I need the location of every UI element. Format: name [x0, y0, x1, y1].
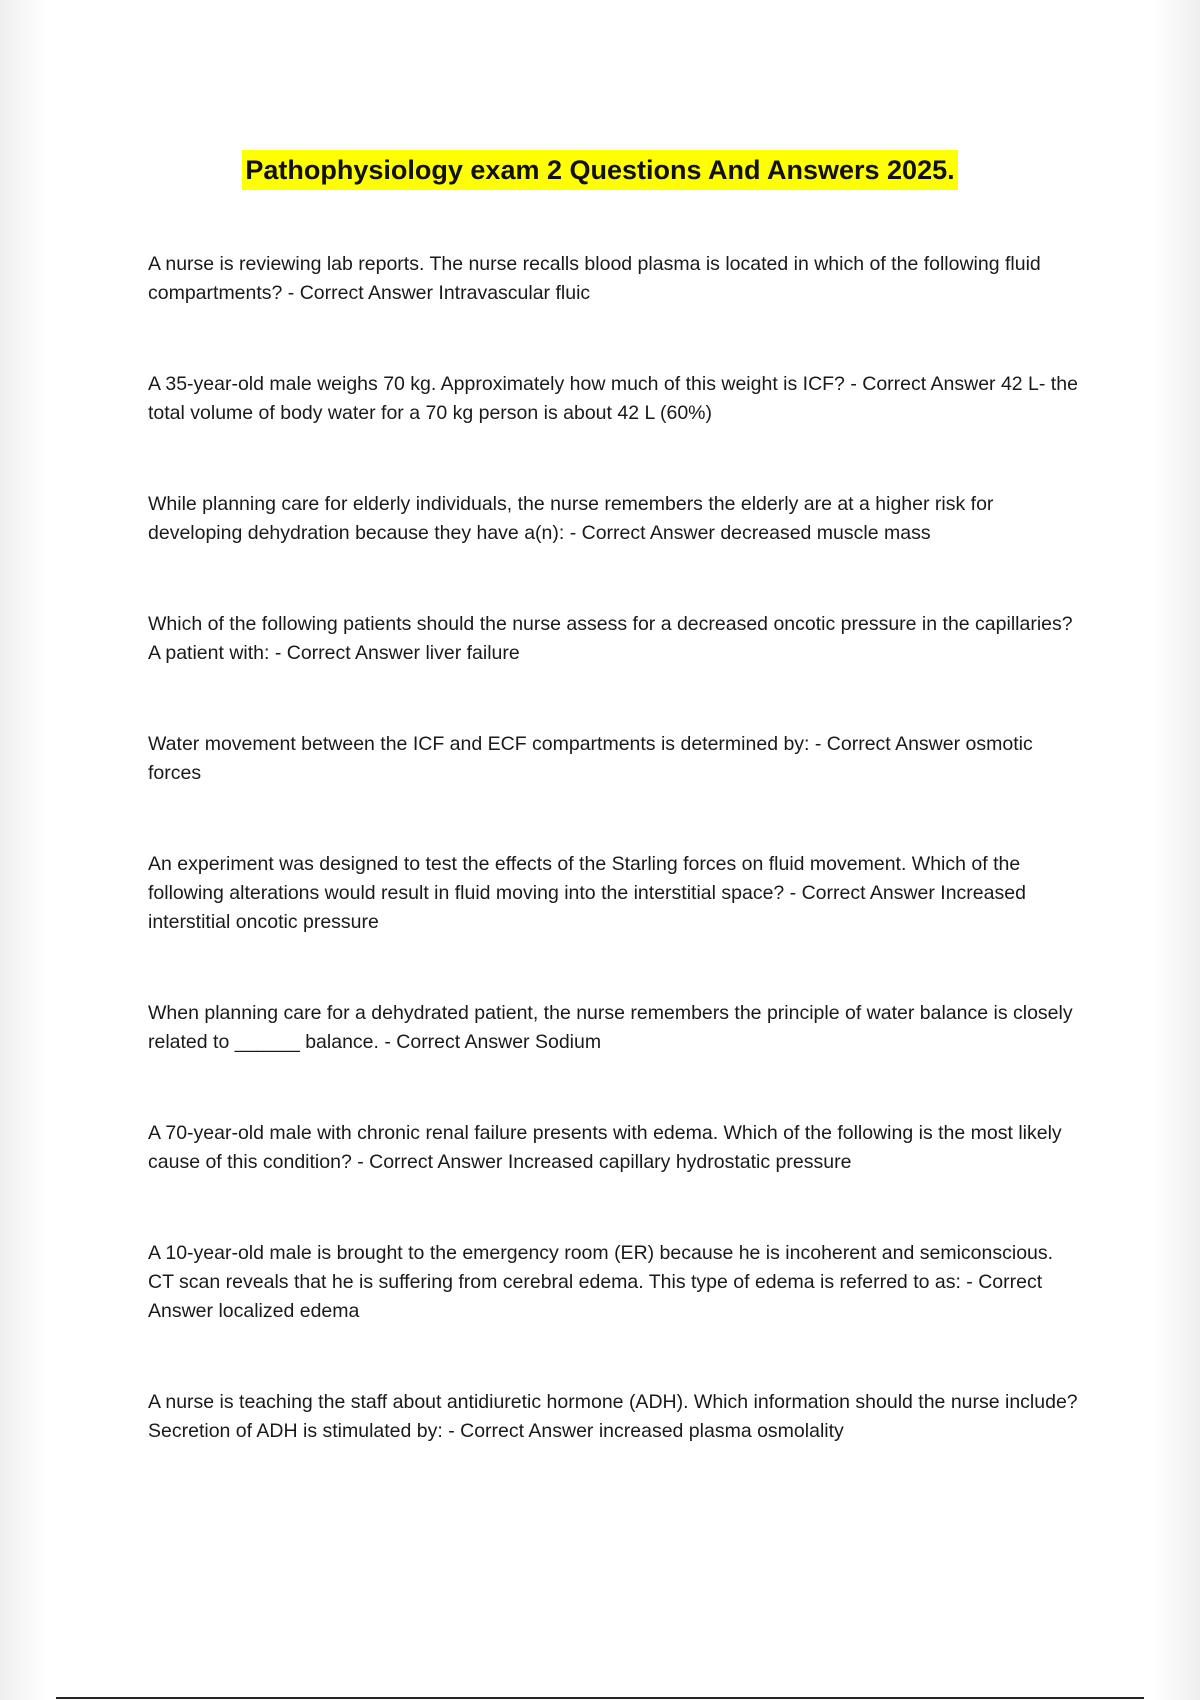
qa-item: A nurse is reviewing lab reports. The nurse recalls blood plasma is located in which of the following fluid compartments? - Correct Answer Intravascular fluic — [148, 253, 1041, 304]
qa-item: A 70-year-old male with chronic renal failure presents with edema. Which of the following is the most likely cause of this condition? - Correct Answer Increased capillary hydrostatic pressure — [148, 1122, 1062, 1173]
qa-item: An experiment was designed to test the effects of the Starling forces on fluid movement. Which of the following alterations would result in fluid moving into the interstitial space? - Correct Answer Increased interstitial oncotic pressure — [148, 853, 1026, 933]
qa-item: While planning care for elderly individuals, the nurse remembers the elderly are at a higher risk for developing dehydration because they have a(n): - Correct Answer decreased muscle mass — [148, 493, 994, 544]
qa-item: When planning care for a dehydrated patient, the nurse remembers the principle of water balance is closely related to ______ balance. - Correct Answer Sodium — [148, 1002, 1073, 1053]
page-edge-shadow-left — [0, 0, 48, 1700]
qa-item: Which of the following patients should the nurse assess for a decreased oncotic pressure in the capillaries? A patient with: - Correct Answer liver failure — [148, 613, 1073, 664]
document-title: Pathophysiology exam 2 Questions And Answers 2025. — [242, 150, 957, 190]
qa-item: A 10-year-old male is brought to the emergency room (ER) because he is incoherent and semiconscious. CT scan reveals that he is suffering from cerebral edema. This type of edema is referred to as: - Correct Answer localized edema — [148, 1242, 1054, 1322]
qa-list — [148, 250, 1083, 1446]
qa-item: A nurse is teaching the staff about antidiuretic hormone (ADH). Which information should the nurse include? Secretion of ADH is stimulated by: - Correct Answer increased plasma osmolality — [148, 1391, 1078, 1442]
page-edge-shadow-right — [1152, 0, 1200, 1700]
page-bottom-rule — [56, 1697, 1144, 1699]
qa-item: A 35-year-old male weighs 70 kg. Approximately how much of this weight is ICF? - Correct Answer 42 L- the total volume of body water for a 70 kg person is about 42 L (60%) — [148, 373, 1078, 424]
qa-item: Water movement between the ICF and ECF compartments is determined by: - Correct Answer osmotic forces — [148, 733, 1033, 784]
title-container — [0, 150, 1200, 190]
